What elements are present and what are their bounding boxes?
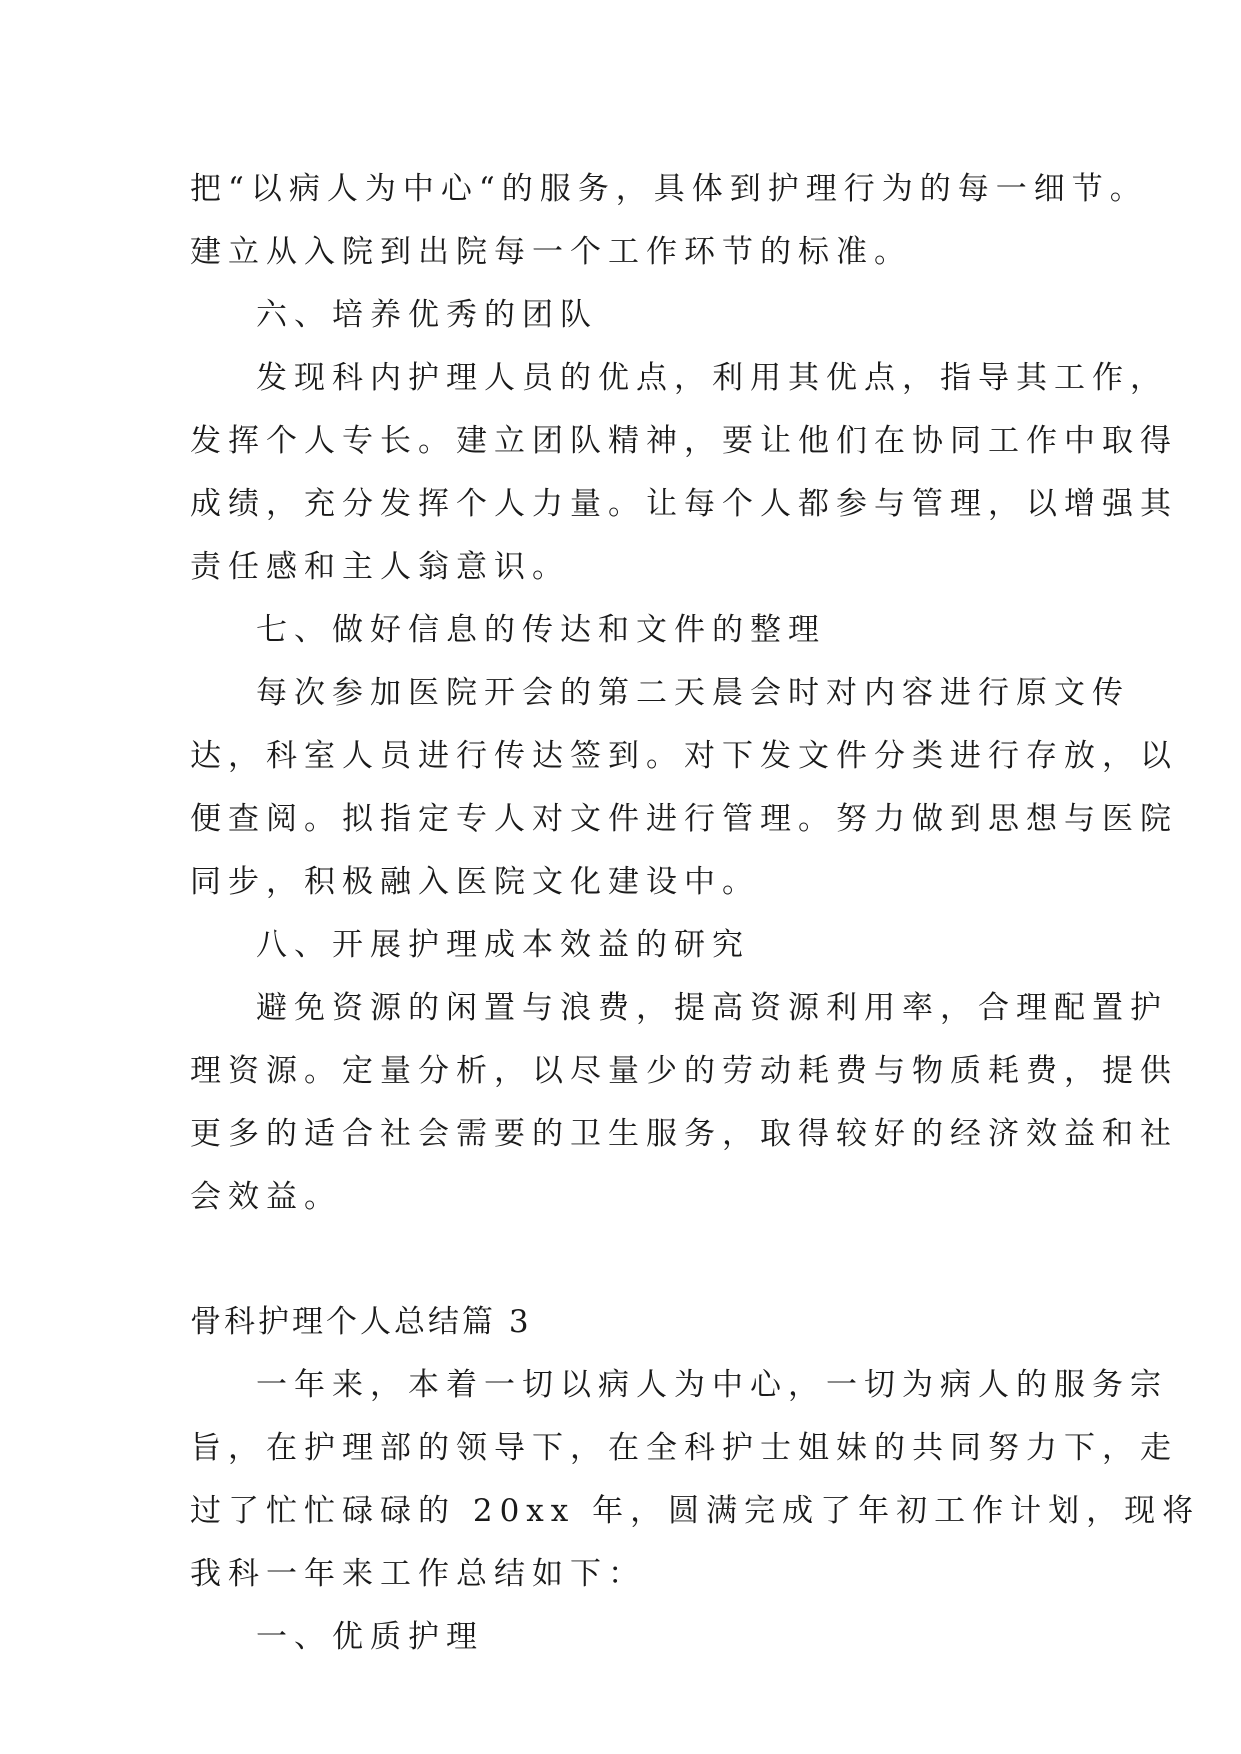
paragraph-line: 发现科内护理人员的优点，利用其优点，指导其工作， [256, 360, 1168, 396]
paragraph-line: 理资源。定量分析，以尽量少的劳动耗费与物质耗费，提供 [190, 1053, 1178, 1089]
paragraph-line: 便查阅。拟指定专人对文件进行管理。努力做到思想与医院 [190, 801, 1178, 837]
paragraph-line: 建立从入院到出院每一个工作环节的标准。 [190, 234, 912, 270]
paragraph-line: 一年来，本着一切以病人为中心，一切为病人的服务宗 [256, 1367, 1168, 1403]
article-title: 骨科护理个人总结篇 3 [190, 1304, 532, 1340]
section-heading: 七、做好信息的传达和文件的整理 [256, 612, 826, 648]
paragraph-line: 过了忙忙碌碌的 20xx 年，圆满完成了年初工作计划，现将 [190, 1493, 1201, 1529]
paragraph-line: 更多的适合社会需要的卫生服务，取得较好的经济效益和社 [190, 1116, 1178, 1152]
paragraph-line: 达，科室人员进行传达签到。对下发文件分类进行存放，以 [190, 738, 1178, 774]
paragraph-line: 旨，在护理部的领导下，在全科护士姐妹的共同努力下，走 [190, 1430, 1178, 1466]
paragraph-gap [190, 1229, 1050, 1291]
paragraph-line: 我科一年来工作总结如下： [190, 1556, 646, 1592]
section-heading: 六、培养优秀的团队 [256, 297, 598, 333]
paragraph-line: 把“以病人为中心“的服务，具体到护理行为的每一细节。 [190, 171, 1148, 207]
section-heading: 八、开展护理成本效益的研究 [256, 927, 750, 963]
section-heading: 一、优质护理 [256, 1619, 484, 1655]
paragraph-line: 会效益。 [190, 1179, 342, 1215]
paragraph-line: 避免资源的闲置与浪费，提高资源利用率，合理配置护 [256, 990, 1168, 1026]
paragraph-line: 责任感和主人翁意识。 [190, 549, 570, 585]
document-body [190, 158, 1201, 1669]
paragraph-line: 同步，积极融入医院文化建设中。 [190, 864, 760, 900]
paragraph-line: 成绩，充分发挥个人力量。让每个人都参与管理，以增强其 [190, 486, 1178, 522]
paragraph-line: 发挥个人专长。建立团队精神，要让他们在协同工作中取得 [190, 423, 1178, 459]
paragraph-line: 每次参加医院开会的第二天晨会时对内容进行原文传 [256, 675, 1130, 711]
